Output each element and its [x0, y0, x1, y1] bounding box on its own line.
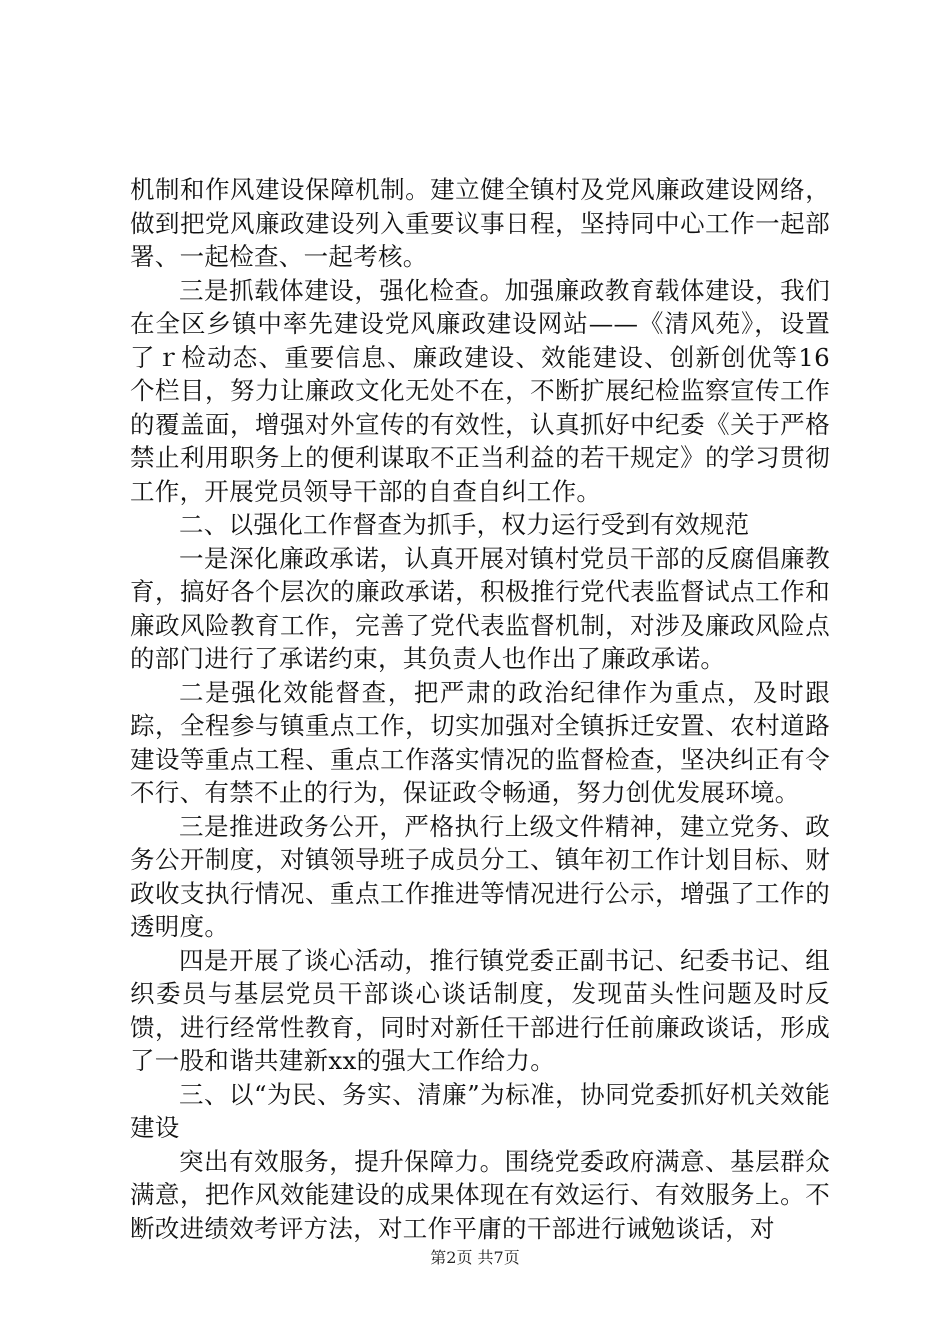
document-body	[130, 173, 830, 1245]
paragraph-7: 四是开展了谈心活动，推行镇党委正副书记、纪委书记、组织委员与基层党员干部谈心谈话制度，发现苗头性问题及时反馈，进行经常性教育，同时对新任干部进行任前廉政谈话，形成了一股和谐共建新xx的强大工作给力。	[130, 945, 830, 1075]
section-heading-2: 二、以强化工作督查为抓手，权力运行受到有效规范	[179, 510, 750, 539]
paragraph-9: 突出有效服务，提升保障力。围绕党委政府满意、基层群众满意，把作风效能建设的成果体现在有效运行、有效服务上。不断改进绩效考评方法，对工作平庸的干部进行诫勉谈话，对	[130, 1146, 830, 1243]
paragraph-4: 一是深化廉政承诺，认真开展对镇村党员干部的反腐倡廉教育，搞好各个层次的廉政承诺，积极推行党代表监督试点工作和廉政风险教育工作，完善了党代表监督机制，对涉及廉政风险点的部门进行了承诺约束，其负责人也作出了廉政承诺。	[130, 543, 830, 673]
section-heading-3: 三、以“为民、务实、清廉”为标准，协同党委抓好机关效能建设	[130, 1079, 830, 1142]
paragraph-2: 三是抓载体建设，强化检查。加强廉政教育载体建设，我们在全区乡镇中率先建设党风廉政建设网站——《清风苑》，设置了ｒ检动态、重要信息、廉政建设、效能建设、创新创优等16个栏目，努力让廉政文化无处不在，不断扩展纪检监察宣传工作的覆盖面，增强对外宣传的有效性，认真抓好中纪委《关于严格禁止利用职务上的便利谋取不正当利益的若干规定》的学习贯彻工作，开展党员领导干部的自查自纠工作。	[130, 275, 830, 506]
paragraph-5: 二是强化效能督查，把严肃的政治纪律作为重点，及时跟踪，全程参与镇重点工作，切实加强对全镇拆迁安置、农村道路建设等重点工程、重点工作落实情况的监督检查，坚决纠正有令不行、有禁不止的行为，保证政令畅通，努力创优发展环境。	[130, 677, 830, 807]
page-number-footer: 第2页 共7页	[430, 1248, 520, 1267]
paragraph-6: 三是推进政务公开，严格执行上级文件精神，建立党务、政务公开制度，对镇领导班子成员分工、镇年初工作计划目标、财政收支执行情况、重点工作推进等情况进行公示，增强了工作的透明度。	[130, 811, 830, 941]
paragraph-1: 机制和作风建设保障机制。建立健全镇村及党风廉政建设网络，做到把党风廉政建设列入重要议事日程，坚持同中心工作一起部署、一起检查、一起考核。	[130, 175, 830, 271]
